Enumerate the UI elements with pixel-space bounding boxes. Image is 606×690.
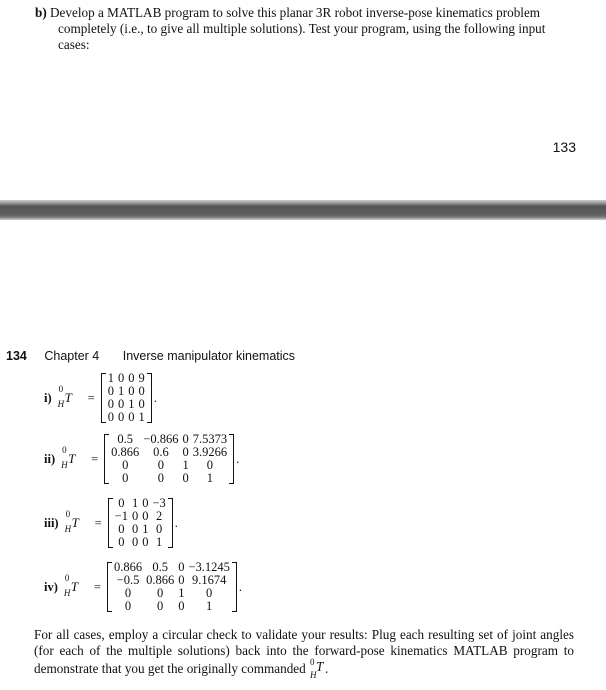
matrix-cell: 0 — [117, 371, 125, 385]
matrix-cell: 1 — [117, 384, 125, 398]
matrix-cell: 2 — [156, 509, 163, 523]
case-equation — [44, 372, 157, 424]
case-equation — [44, 497, 178, 549]
problem-b-label: b) — [35, 5, 47, 20]
matrix-cell: −0.5 — [116, 573, 140, 587]
matrix-cell: 0 — [157, 458, 165, 472]
transform-symbol: 0 H T — [57, 384, 72, 409]
running-head-chapter: Chapter 4 — [44, 349, 100, 363]
case-label: i) — [44, 390, 52, 405]
matrix-cell: 0 — [182, 432, 189, 446]
equation-period: . — [174, 515, 178, 530]
matrix-row — [112, 600, 232, 613]
matrix — [107, 561, 237, 613]
matrix-cell: 1 — [131, 496, 139, 510]
matrix-cell: 0 — [142, 496, 149, 510]
matrix-cell: 0 — [117, 397, 125, 411]
page-divider — [0, 200, 606, 220]
matrix-cell: 0 — [131, 535, 139, 549]
matrix-cell: 0 — [118, 496, 125, 510]
matrix-cell: 0 — [178, 599, 185, 613]
matrix-cell: 1 — [206, 599, 213, 613]
problem-b — [35, 5, 575, 53]
matrix-cell: 0.5 — [117, 432, 134, 446]
matrix-row — [113, 536, 168, 549]
equation-period: . — [153, 390, 157, 405]
closing-paragraph: For all cases, employ a circular check to validate your results: Plug each resulting set of joint angles (for each of the multiple solutions) back into the forward-pose kinematics MATLAB program to demonstrate that you get the originally commanded 0 H T . — [34, 627, 574, 680]
matrix-cell: 0 — [122, 458, 129, 472]
matrix-cell: 0 — [118, 535, 125, 549]
matrix-cell: 0 — [206, 458, 214, 472]
matrix — [101, 372, 152, 424]
matrix-cell: 0 — [124, 586, 132, 600]
matrix-cell: 0 — [117, 410, 125, 424]
matrix-cell: 0 — [107, 384, 114, 398]
equals-sign: = — [94, 515, 102, 530]
matrix-cell: 9 — [138, 371, 145, 385]
matrix-cell: −1 — [114, 509, 128, 523]
matrix-cell: 1 — [156, 535, 163, 549]
equals-sign: = — [93, 579, 101, 594]
equals-sign: = — [87, 390, 95, 405]
matrix — [104, 433, 234, 485]
matrix-cell: 0 — [142, 535, 149, 549]
matrix-cell: 0 — [178, 560, 185, 574]
matrix-cell: 0 — [138, 397, 145, 411]
matrix-cell: 0 — [128, 371, 135, 385]
matrix-cell: 0.866 — [146, 573, 175, 587]
matrix-cell: 0 — [178, 573, 185, 587]
matrix-cell: 0 — [156, 522, 163, 536]
transform-symbol: 0 H T — [61, 445, 76, 470]
running-head-title: Inverse manipulator kinematics — [122, 349, 296, 363]
matrix-cell: 0 — [182, 445, 189, 459]
matrix-cell: 0 — [206, 586, 213, 600]
matrix-cell: 0 — [157, 471, 165, 485]
running-head-page-number: 134 — [6, 349, 27, 363]
transform-symbol: 0 H T — [63, 573, 79, 598]
equation-period: . — [238, 579, 243, 594]
top-page-number: 133 — [552, 139, 576, 155]
equals-sign: = — [91, 451, 99, 466]
matrix-cell: 0 — [118, 522, 125, 536]
matrix-cell: 0.866 — [113, 560, 143, 574]
case-label: iv) — [44, 579, 58, 594]
matrix-cell: 0 — [128, 410, 135, 424]
matrix-cell: 0 — [157, 599, 164, 613]
matrix-row — [109, 472, 229, 485]
matrix-cell: 1 — [182, 458, 189, 472]
closing-text: For all cases, employ a circular check to validate your results: Plug each resulting set of joint angles (for each of the multiple solutions) back into the forward-pose kinematics MATLAB program to demonstrate that you get the originally commanded — [34, 627, 574, 676]
matrix-cell: 0.5 — [152, 560, 168, 574]
matrix-cell: 0 — [107, 410, 114, 424]
matrix-cell: 1 — [107, 371, 114, 385]
matrix-cell: 0 — [131, 509, 139, 523]
running-head — [6, 349, 295, 363]
case-label: ii) — [44, 451, 56, 466]
matrix-row — [106, 411, 147, 424]
case-equation — [44, 561, 242, 613]
matrix-cell: 0 — [138, 384, 145, 398]
matrix-cell: 0 — [157, 586, 164, 600]
matrix-cell: 1 — [138, 410, 145, 424]
matrix-cell: 0 — [128, 384, 135, 398]
matrix-cell: 0 — [142, 509, 149, 523]
transform-symbol: 0 H T — [64, 509, 79, 534]
case-label: iii) — [44, 515, 59, 530]
matrix-cell: 9.1674 — [191, 573, 227, 587]
matrix-cell: 1 — [128, 397, 135, 411]
problem-b-paragraph — [35, 5, 575, 53]
matrix-cell: 1 — [178, 586, 185, 600]
matrix — [108, 497, 173, 549]
equation-period: . — [236, 451, 240, 466]
matrix-cell: −0.866 — [143, 432, 179, 446]
matrix-cell: 3.9266 — [192, 445, 228, 459]
matrix-cell: −3 — [152, 496, 166, 510]
matrix-cell: 0 — [131, 522, 139, 536]
matrix-cell: 0 — [107, 397, 114, 411]
matrix-cell: 0 — [124, 599, 132, 613]
matrix-cell: 1 — [206, 471, 214, 485]
matrix-cell: −3.1245 — [188, 560, 230, 574]
case-equation — [44, 433, 239, 485]
matrix-cell: 7.5373 — [192, 432, 228, 446]
matrix-cell: 0 — [182, 471, 189, 485]
matrix-cell: 0.866 — [111, 445, 140, 459]
problem-b-text: Develop a MATLAB program to solve this planar 3R robot inverse-pose kinematics problem completely (i.e., to give all multiple solutions). Test your program, using the following input cases: — [50, 5, 546, 52]
matrix-cell: 0 — [122, 471, 129, 485]
matrix-cell: 0.6 — [153, 445, 169, 459]
closing-transform-symbol: 0 H T — [310, 657, 324, 680]
matrix-cell: 1 — [142, 522, 149, 536]
